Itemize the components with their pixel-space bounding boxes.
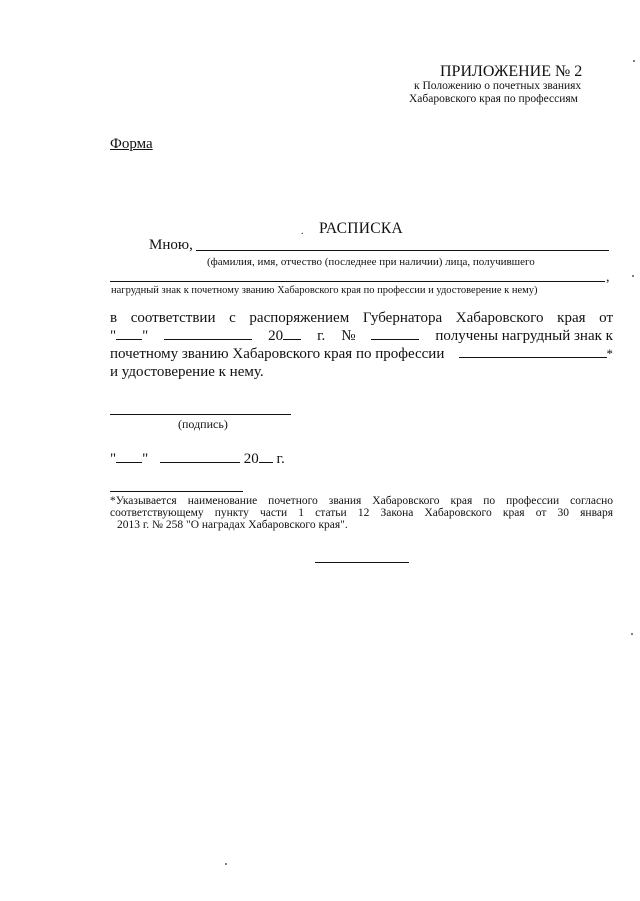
document-title: РАСПИСКА: [319, 220, 404, 237]
decree-date-group: " ": [110, 328, 149, 344]
signature-date: " " 20 г.: [110, 451, 285, 467]
closing-line: [315, 562, 409, 563]
fio-fill-line-1: [196, 250, 609, 251]
badge-caption: нагрудный знак к почетному званию Хабаровского края по профессии и удостоверение к нему): [111, 285, 538, 296]
date-day-blank: [116, 450, 142, 463]
day-blank: [116, 327, 142, 340]
body-line-3: [110, 345, 613, 363]
form-label: Форма: [110, 136, 153, 152]
footnote-line-1: *Указывается наименование почетного звания Хабаровского края по профессии согласно: [110, 495, 613, 507]
body-line-2: [110, 327, 613, 345]
appendix-subtitle-line2: Хабаровского края по профессиям: [409, 93, 578, 105]
title-name-group: [459, 345, 614, 363]
scan-speck: [632, 275, 634, 277]
stray-dot: .: [301, 226, 304, 237]
fio-fill-line-2: [110, 281, 605, 282]
year-blank: [283, 327, 301, 340]
footnote-line-3: 2013 г. № 258 "О наградах Хабаровского края".: [117, 519, 348, 531]
date-month-blank: [160, 450, 240, 463]
footnote-line-2: соответствующему пункту части 1 статьи 12 Закона Хабаровского края от 30 января: [110, 507, 613, 519]
body-line-1: в соответствии с распоряжением Губернатора Хабаровского края от: [110, 310, 613, 326]
body-line-4: и удостоверение к нему.: [110, 364, 264, 380]
signature-caption: (подпись): [178, 417, 228, 431]
comma: ,: [606, 270, 610, 285]
signature-line: [110, 414, 291, 415]
body-line-2-text: получены нагрудный знак к: [435, 328, 613, 344]
scan-speck: [225, 863, 227, 865]
appendix-subtitle-line1: к Положению о почетных званиях: [414, 80, 582, 92]
scan-speck: [631, 633, 633, 635]
fio-caption: (фамилия, имя, отчество (последнее при наличии) лица, получившего: [207, 256, 535, 268]
body-line-3-text: почетному званию Хабаровского края по профессии: [110, 346, 445, 362]
title-name-blank: [459, 345, 607, 358]
scan-speck: [633, 60, 635, 62]
month-blank: [164, 327, 252, 340]
date-year-blank: [259, 450, 273, 463]
decree-number-blank: [371, 327, 419, 340]
year-suffix: г.: [317, 328, 326, 344]
asterisk: *: [606, 346, 613, 361]
number-sign: №: [341, 328, 356, 344]
appendix-title: ПРИЛОЖЕНИЕ № 2: [440, 63, 583, 80]
intro-word: Мною,: [149, 237, 193, 253]
decree-year-group: 20: [268, 327, 301, 345]
footnote-separator: [110, 491, 243, 492]
